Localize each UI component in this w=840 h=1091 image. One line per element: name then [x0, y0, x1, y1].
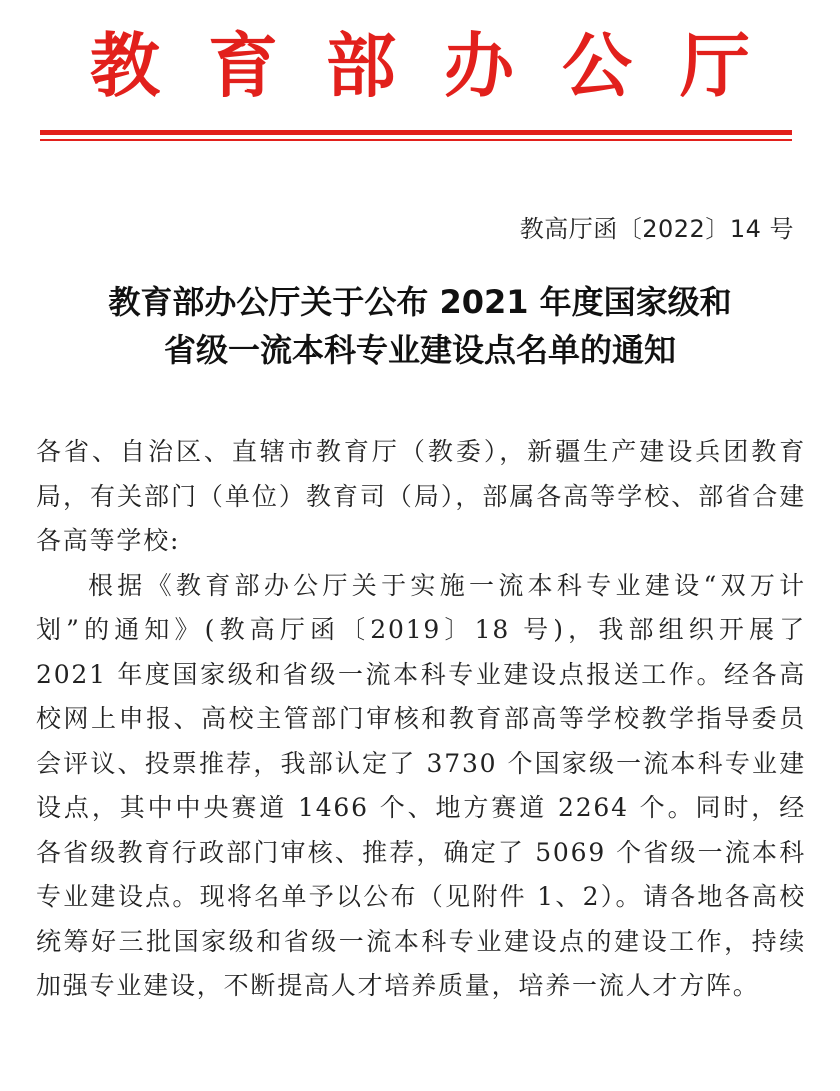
salutation: 各省、自治区、直辖市教育厅（教委），新疆生产建设兵团教育局，有关部门（单位）教育司（局），部属各高等学校、部省合建各高等学校:	[36, 437, 806, 555]
letterhead-char: 部	[326, 25, 396, 107]
letterhead-char: 育	[208, 25, 278, 107]
document-title-line-2: 省级一流本科专业建设点名单的通知	[163, 331, 676, 369]
letterhead	[0, 26, 840, 106]
document-title-line-1: 教育部办公厅关于公布 2021 年度国家级和	[108, 283, 732, 321]
letterhead-char: 教	[90, 25, 160, 107]
letterhead-char: 厅	[680, 25, 750, 107]
letterhead-char: 办	[444, 25, 514, 107]
body-paragraph: 根据《教育部办公厅关于实施一流本科专业建设“双万计划”的通知》(教高厅函〔2019〕18 号)，我部组织开展了 2021 年度国家级和省级一流本科专业建设点报送工作。经各高校网上申报、高校主管部门审核和教育部高等学校教学指导委员会评议、投票推荐，我部认定了 3730 个国家级一流本科专业建设点，其中中央赛道 1466 个、地方赛道 2264 个。同时，经各省级教育行政部门审核、推荐，确定了 5069 个省级一流本科专业建设点。现将名单予以公布（见附件 1、2）。请各地各高校统筹好三批国家级和省级一流本科专业建设点的建设工作，持续加强专业建设，不断提高人才培养质量，培养一流人才方阵。	[36, 570, 806, 1000]
document-body	[36, 430, 806, 1009]
document-number: 教高厅函〔2022〕14 号	[519, 215, 794, 243]
letterhead-rule-thick	[40, 130, 792, 135]
letterhead-rule-thin	[40, 139, 792, 141]
document-title	[0, 278, 840, 374]
letterhead-char: 公	[562, 25, 632, 107]
